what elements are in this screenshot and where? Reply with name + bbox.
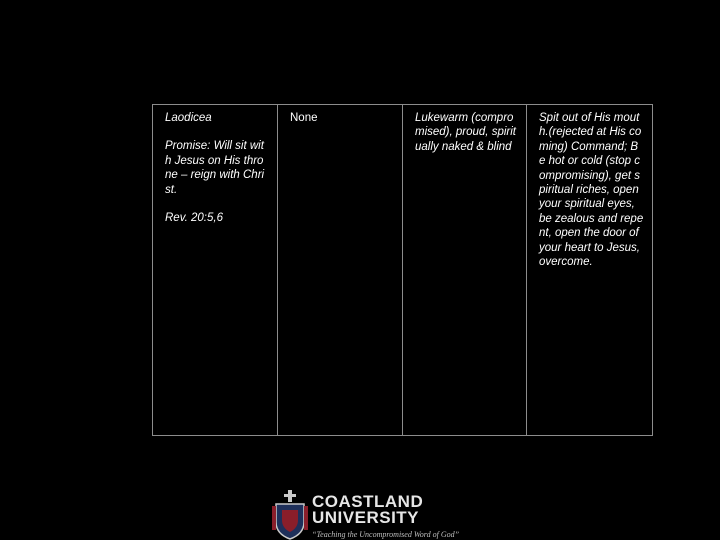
church-cell [153,105,278,436]
church-reference: Rev. 20:5,6 [165,212,223,225]
condition-cell: Lukewarm (compromised), proud, spiritually naked & blind [403,105,527,436]
university-logo [268,486,458,540]
church-table [152,104,653,436]
crest-icon [272,490,308,540]
brand-name-line2: UNIVERSITY [312,508,420,527]
church-name: Laodicea [165,112,212,124]
brand-name-line1: COASTLAND [312,492,424,511]
church-promise: Promise: Will sit with Jesus on His throne – reign with Christ. [165,140,265,196]
table-row [153,105,653,436]
brand-tagline: “Teaching the Uncompromised Word of God” [312,530,460,539]
commendation-cell: None [278,105,403,436]
warning-command-cell: Spit out of His mouth.(rejected at His coming) Command; Be hot or cold (stop compromising), get spiritual riches, open your spiritual eyes, be zealous and repent, open the door of your heart to Jesus, overcome. [527,105,653,436]
